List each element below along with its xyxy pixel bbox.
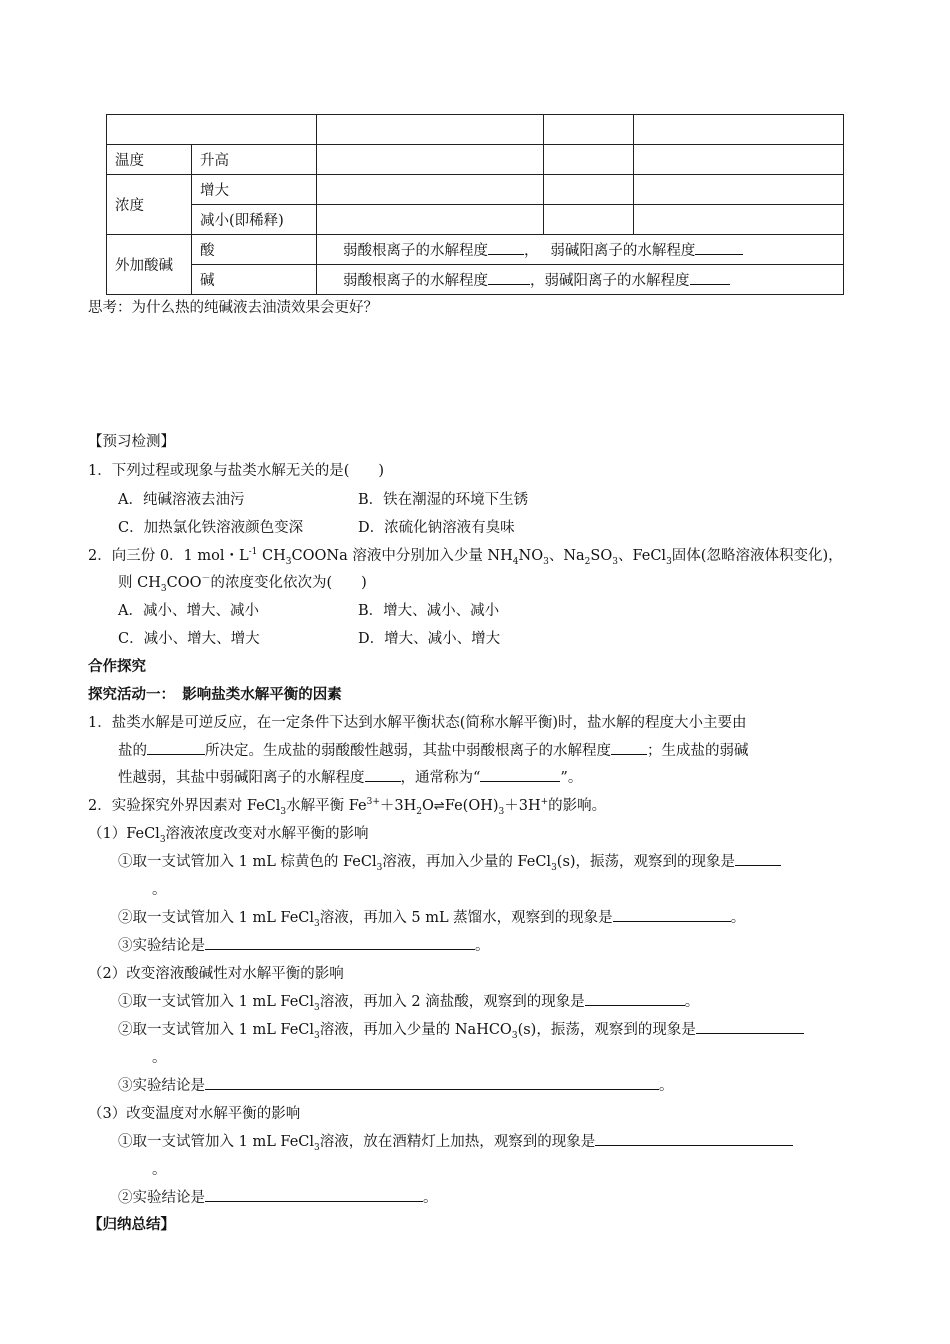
answer-blank[interactable] bbox=[695, 240, 743, 255]
answer-blank[interactable] bbox=[595, 1131, 793, 1146]
s2-title: （2）改变溶液酸碱性对水解平衡的影响 bbox=[88, 966, 344, 982]
s1-item1: ①取一支试管加入 1 mL 棕黄色的 FeCl$_3$溶液，再加入少量的 FeCl$_3$(s)，振荡，观察到的现象是 bbox=[118, 850, 781, 871]
p1-line1: 1．盐类水解是可逆反应，在一定条件下达到水解平衡状态(简称水解平衡)时，盐水解的程度大小主要由 bbox=[88, 715, 747, 731]
q2-stem-line2: 则 $CH_3COO^-$的浓度变化依次为( ) bbox=[118, 574, 367, 594]
preview-title: 【预习检测】 bbox=[88, 434, 175, 450]
q2-option-c[interactable]: C．减小、增大、增大 bbox=[118, 631, 260, 647]
q1-option-c[interactable]: C．加热氯化铁溶液颜色变深 bbox=[118, 520, 304, 536]
q2-option-b[interactable]: B．增大、减小、减小 bbox=[358, 603, 500, 619]
table-row bbox=[107, 235, 844, 265]
q2-stem: 2．向三份 0．1 mol・$L^{-1}$ $CH_3COONa$ 溶液中分别加入少量 $NH_4NO_3$、$Na_2SO_3$、FeCl$_3$固体(忽略溶液体积变化)， bbox=[88, 547, 843, 567]
answer-blank[interactable] bbox=[585, 991, 685, 1006]
think-question: 思考：为什么热的纯碱液去油渍效果会更好？ bbox=[88, 300, 378, 316]
s1-item2: ②取一支试管加入 1 mL FeCl$_3$溶液，再加入 5 mL 蒸馏水，观察到的现象是 。 bbox=[118, 906, 745, 927]
q1-option-b[interactable]: B．铁在潮湿的环境下生锈 bbox=[358, 492, 529, 508]
table-header-row bbox=[107, 115, 844, 145]
factor-cell: 浓度 bbox=[107, 175, 192, 235]
s2-item1: ①取一支试管加入 1 mL FeCl$_3$溶液，再加入 2 滴盐酸，观察到的现象是 。 bbox=[118, 990, 699, 1011]
table-row bbox=[107, 265, 844, 295]
s3-item2: ②实验结论是 。 bbox=[118, 1186, 438, 1207]
answer-blank[interactable] bbox=[696, 1019, 804, 1034]
s1-item3: ③实验结论是 。 bbox=[118, 934, 490, 955]
factor-cell: 外加酸碱 bbox=[107, 235, 192, 295]
answer-blank[interactable] bbox=[488, 270, 530, 285]
factor-cell: 温度 bbox=[107, 145, 192, 175]
answer-blank[interactable] bbox=[365, 767, 401, 782]
answer-blank[interactable] bbox=[613, 907, 731, 922]
answer-blank[interactable] bbox=[690, 270, 730, 285]
answer-blank[interactable] bbox=[147, 740, 205, 755]
equilibrium-arrow-icon: ⇌ bbox=[433, 799, 445, 814]
activity-title: 探究活动一： 影响盐类水解平衡的因素 bbox=[88, 686, 342, 703]
condition-cell: 减小(即稀释) bbox=[192, 205, 317, 235]
s3-title: （3）改变温度对水解平衡的影响 bbox=[88, 1106, 301, 1122]
base-effect-cell: 弱酸根离子的水解程度 ，弱碱阳离子的水解程度 bbox=[317, 265, 844, 295]
answer-blank[interactable] bbox=[205, 1187, 423, 1202]
table-row bbox=[107, 145, 844, 175]
q2-option-d[interactable]: D．增大、减小、增大 bbox=[358, 631, 501, 647]
q1-option-a[interactable]: A．纯碱溶液去油污 bbox=[118, 492, 245, 508]
s2-item2-end: 。 bbox=[152, 1050, 167, 1066]
s2-item3: ③实验结论是 。 bbox=[118, 1074, 674, 1095]
factor-table bbox=[106, 114, 844, 295]
answer-blank[interactable] bbox=[488, 240, 524, 255]
answer-blank[interactable] bbox=[205, 1075, 659, 1090]
answer-blank[interactable] bbox=[735, 851, 781, 866]
condition-cell: 升高 bbox=[192, 145, 317, 175]
s2-item2: ②取一支试管加入 1 mL FeCl$_3$溶液，再加入少量的 NaHCO$_3$(s)，振荡，观察到的现象是 bbox=[118, 1018, 804, 1039]
answer-blank[interactable] bbox=[611, 740, 647, 755]
condition-cell: 增大 bbox=[192, 175, 317, 205]
summary-title: 【归纳总结】 bbox=[88, 1216, 175, 1233]
s3-item1-end: 。 bbox=[152, 1162, 167, 1178]
coop-title: 合作探究 bbox=[88, 658, 146, 675]
q2-option-a[interactable]: A．减小、增大、减小 bbox=[118, 603, 259, 619]
q1-stem: 1．下列过程或现象与盐类水解无关的是( ) bbox=[88, 463, 385, 479]
condition-cell: 碱 bbox=[192, 265, 317, 295]
p1-line3: 性越弱，其盐中弱碱阳离子的水解程度 ，通常称为“ ”。 bbox=[118, 766, 582, 787]
answer-blank[interactable] bbox=[480, 767, 560, 782]
q1-option-d[interactable]: D．浓硫化钠溶液有臭味 bbox=[358, 520, 515, 536]
s1-title: （1）FeCl$_3$溶液浓度改变对水解平衡的影响 bbox=[88, 826, 369, 845]
acid-effect-cell: 弱酸根离子的水解程度 ， 弱碱阳离子的水解程度 bbox=[317, 235, 844, 265]
p2-line: 2．实验探究外界因素对 FeCl$_3$水解平衡 $Fe^{3+}+3H_2O\rightleftharpoons Fe(OH)_3+3H^+$的影响。 bbox=[88, 797, 607, 817]
s1-item1-end: 。 bbox=[152, 882, 167, 898]
table-row bbox=[107, 175, 844, 205]
answer-blank[interactable] bbox=[205, 935, 475, 950]
s3-item1: ①取一支试管加入 1 mL FeCl$_3$溶液，放在酒精灯上加热，观察到的现象是 bbox=[118, 1130, 793, 1151]
p1-line2: 盐的 所决定。生成盐的弱酸酸性越弱，其盐中弱酸根离子的水解程度 ；生成盐的弱碱 bbox=[118, 739, 749, 760]
condition-cell: 酸 bbox=[192, 235, 317, 265]
table-row bbox=[107, 205, 844, 235]
